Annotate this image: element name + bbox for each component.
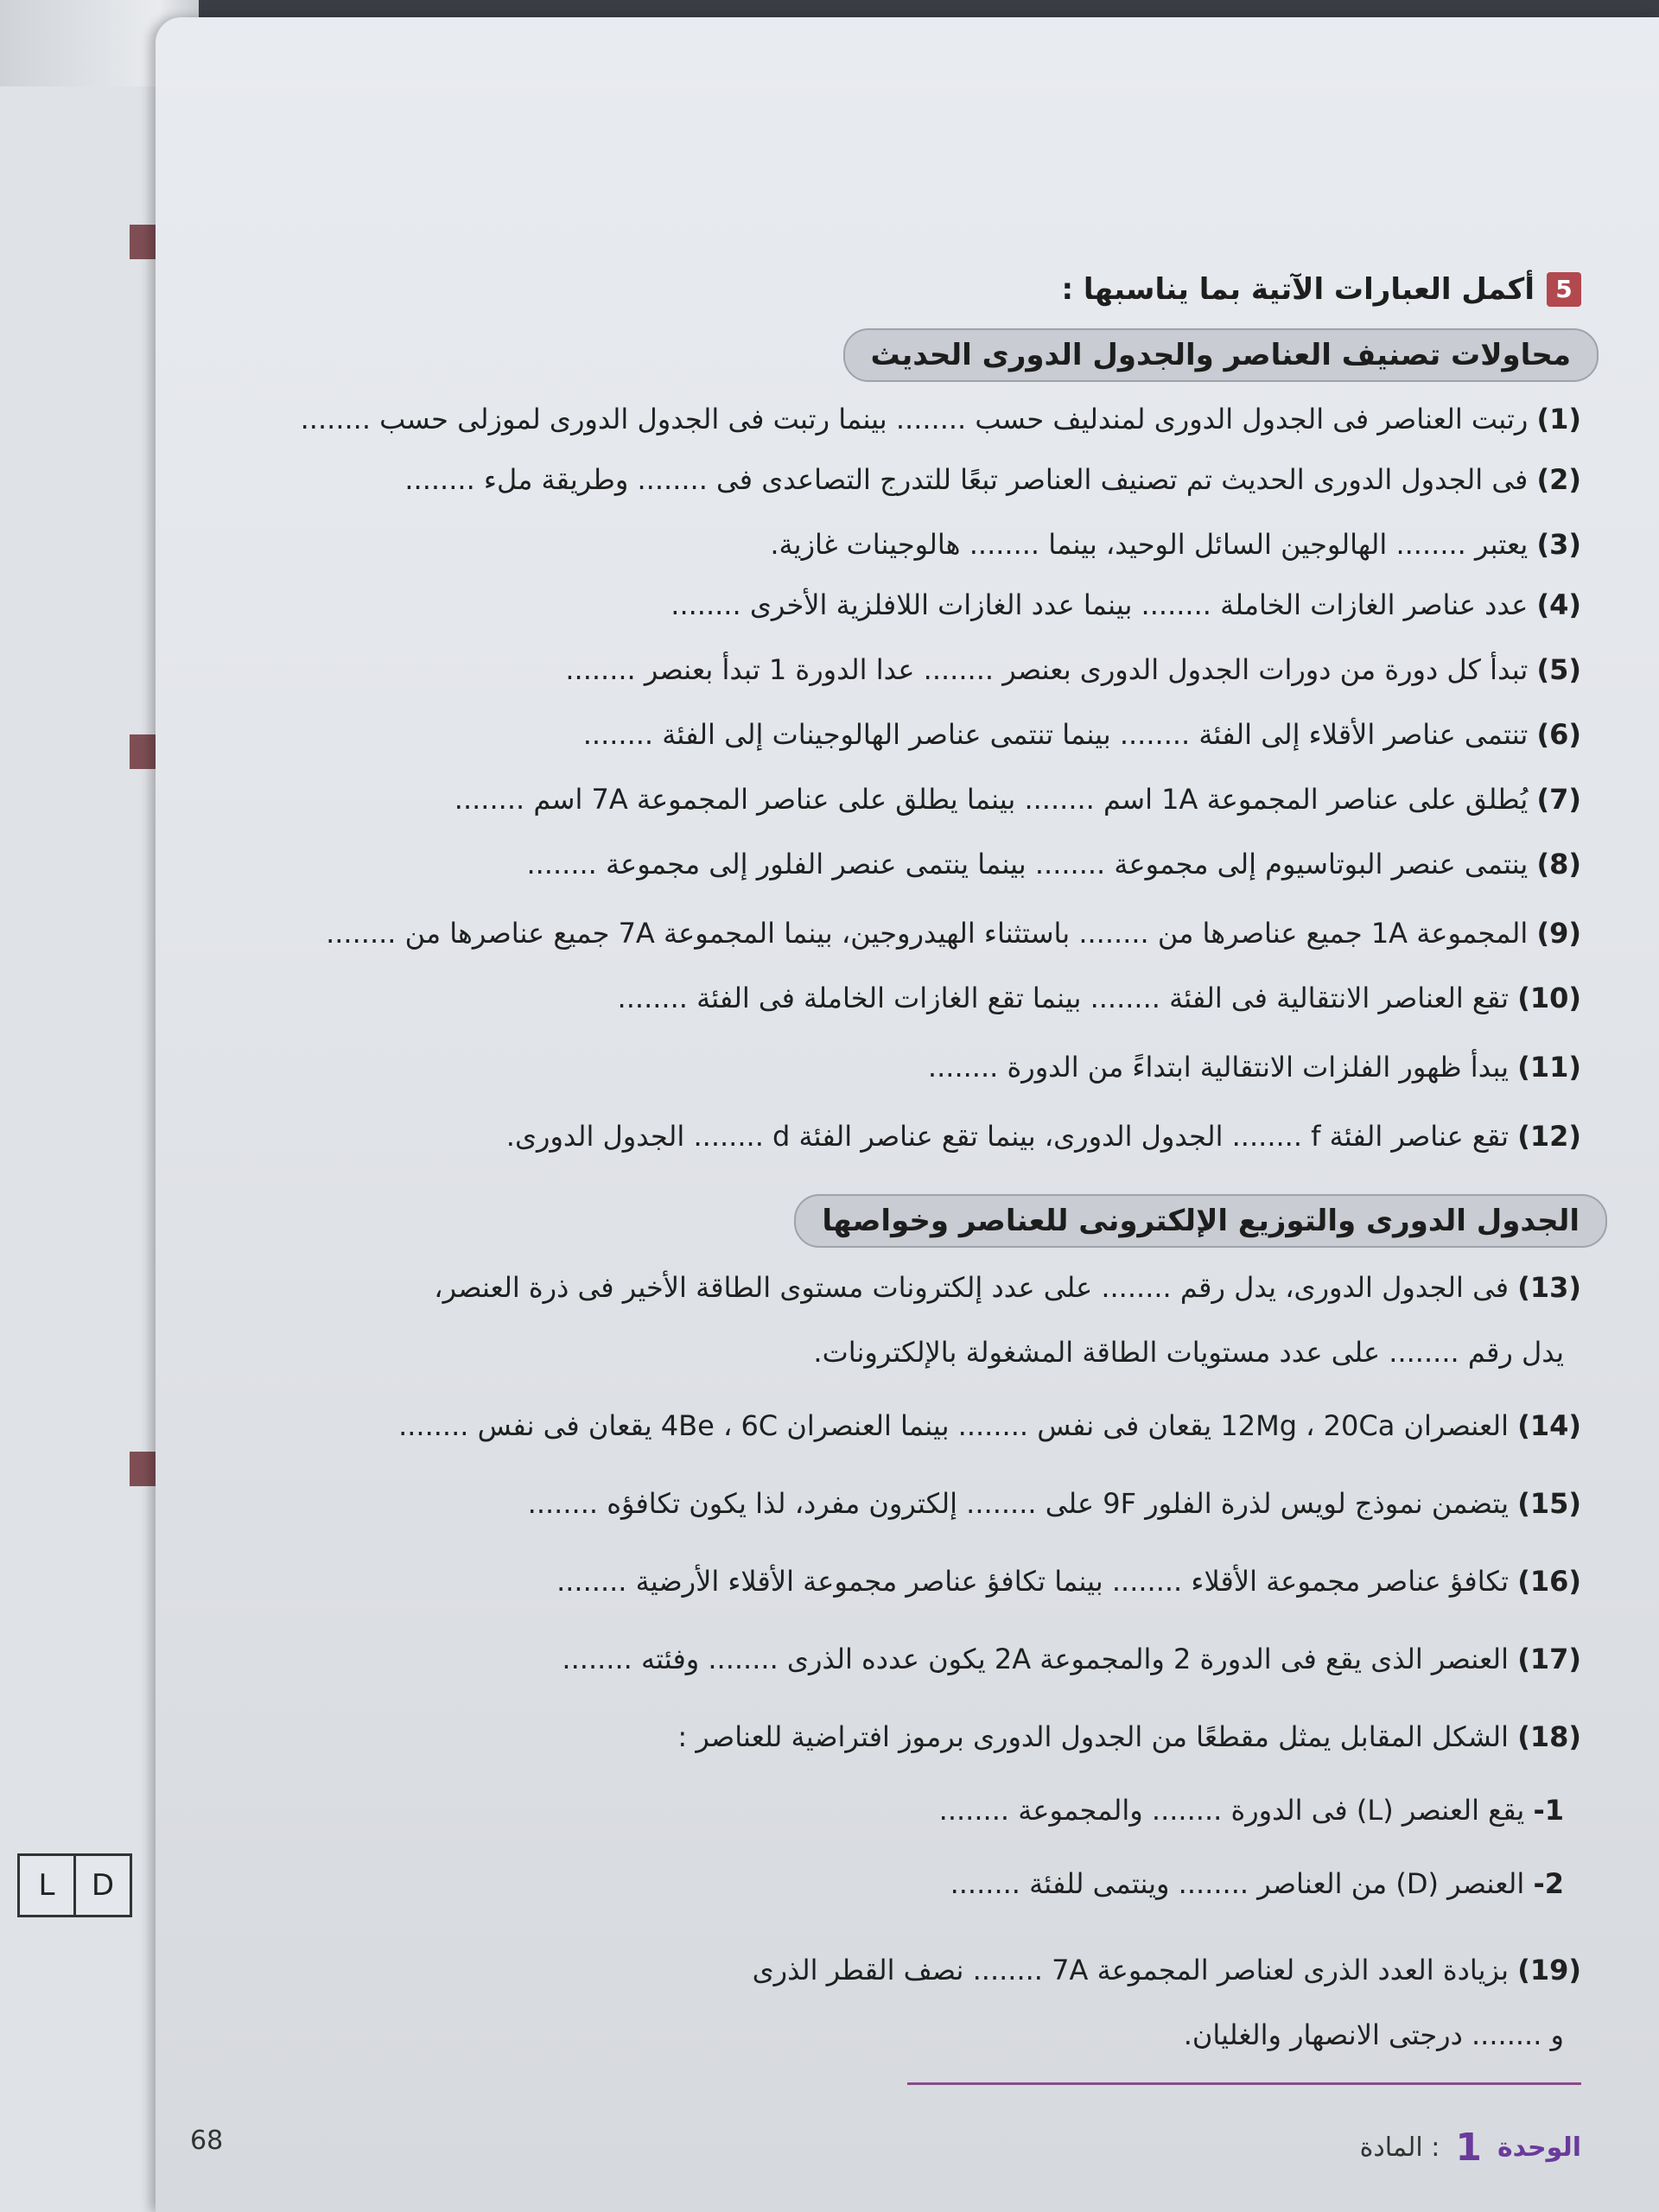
question-number: (12) [1517, 1120, 1581, 1153]
question-number: 1- [1533, 1794, 1564, 1827]
question-number: (10) [1517, 982, 1581, 1014]
element-table [17, 1853, 132, 1917]
page-number: 68 [190, 2126, 224, 2156]
question-number: (1) [1536, 403, 1581, 435]
topic-band-2: الجدول الدورى والتوزيع الإلكترونى للعناصر وخواصها [794, 1194, 1607, 1248]
question-number: (14) [1517, 1409, 1581, 1442]
question-text: يُطلق على عناصر المجموعة 1A اسم ........ بينما يطلق على عناصر المجموعة 7A اسم ........ [454, 783, 1529, 816]
question-text: الشكل المقابل يمثل مقطعًا من الجدول الدورى برموز افتراضية للعناصر : [677, 1720, 1510, 1753]
question-text: و ........ درجتى الانصهار والغليان. [1183, 2018, 1564, 2051]
question-number: 2- [1533, 1867, 1564, 1900]
unit-title: : المادة [1359, 2133, 1440, 2163]
question-19 [753, 1948, 1581, 1992]
question-number: (6) [1536, 718, 1581, 751]
unit-label: الوحدة [1497, 2133, 1581, 2163]
unit-number: 1 [1455, 2126, 1482, 2170]
question-text: العنصر (D) من العناصر ........ وينتمى للفئة ........ [950, 1867, 1525, 1900]
question-text: يتضمن نموذج لويس لذرة الفلور 9F على ........ إلكترون مفرد، لذا يكون تكافؤه ........ [527, 1487, 1510, 1520]
footer-rule [907, 2082, 1581, 2085]
question-2 [404, 458, 1581, 501]
question-number: (8) [1536, 848, 1581, 880]
page-content [156, 17, 1659, 2212]
question-text: يقع العنصر (L) فى الدورة ........ والمجموعة ........ [938, 1794, 1525, 1827]
question-13-cont [813, 1331, 1564, 1374]
table-cell-l: L [19, 1855, 75, 1916]
question-text: تنتمى عناصر الأقلاء إلى الفئة ........ بينما تنتمى عناصر الهالوجينات إلى الفئة ........ [582, 718, 1529, 751]
question-text: المجموعة 1A جميع عناصرها من ........ باستثناء الهيدروجين، بينما المجموعة 7A جميع عناصرها من ........ [326, 917, 1529, 950]
question-number: (17) [1517, 1643, 1581, 1675]
question-text: فى الجدول الدورى، يدل رقم ........ على عدد إلكترونات مستوى الطاقة الأخير فى ذرة العنصر، [434, 1271, 1510, 1304]
question-number: (16) [1517, 1565, 1581, 1598]
question-number: (11) [1517, 1051, 1581, 1084]
question-7 [454, 778, 1581, 821]
question-10 [618, 976, 1581, 1020]
question-18-part-2 [950, 1862, 1564, 1905]
question-text: تقع عناصر الفئة f ........ الجدول الدورى، بينما تقع عناصر الفئة d ........ الجدول الدورى. [505, 1120, 1510, 1153]
question-number: (3) [1536, 528, 1581, 561]
question-text: العنصر الذى يقع فى الدورة 2 والمجموعة 2A يكون عدده الذرى ........ وفئته ........ [562, 1643, 1510, 1675]
question-11 [928, 1046, 1581, 1089]
topic-band-1: محاولات تصنيف العناصر والجدول الدورى الحديث [843, 328, 1599, 382]
question-number: (13) [1517, 1271, 1581, 1304]
question-16 [556, 1560, 1581, 1603]
section-title-text: أكمل العبارات الآتية بما يناسبها : [1061, 272, 1535, 307]
document-page [156, 17, 1659, 2212]
question-number: (2) [1536, 463, 1581, 496]
question-13 [434, 1266, 1581, 1309]
question-text: فى الجدول الدورى الحديث تم تصنيف العناصر تبعًا للتدرج التصاعدى فى ........ وطريقة ملء ........ [404, 463, 1529, 496]
question-5 [565, 648, 1581, 691]
question-1 [301, 397, 1581, 441]
question-text: بزيادة العدد الذرى لعناصر المجموعة 7A ........ نصف القطر الذرى [752, 1954, 1510, 1986]
question-text: يعتبر ........ الهالوجين السائل الوحيد، بينما ........ هالوجينات غازية. [770, 528, 1529, 561]
question-3 [770, 523, 1581, 566]
unit-footer [1360, 2126, 1581, 2170]
question-17 [562, 1637, 1581, 1681]
question-number: (7) [1536, 783, 1581, 816]
question-text: ينتمى عنصر البوتاسيوم إلى مجموعة ........ بينما ينتمى عنصر الفلور إلى مجموعة ........ [526, 848, 1529, 880]
question-6 [583, 713, 1581, 756]
question-text: يبدأ ظهور الفلزات الانتقالية ابتداءً من الدورة ........ [927, 1051, 1510, 1084]
question-19-cont [1184, 2013, 1564, 2056]
question-4 [671, 583, 1581, 626]
question-8 [526, 842, 1581, 886]
question-text: تقع العناصر الانتقالية فى الفئة ........ بينما تقع الغازات الخاملة فى الفئة ........ [617, 982, 1510, 1014]
question-15 [528, 1482, 1581, 1525]
question-text: تكافؤ عناصر مجموعة الأقلاء ........ بينما تكافؤ عناصر مجموعة الأقلاء الأرضية ........ [556, 1565, 1510, 1598]
question-18 [677, 1715, 1581, 1758]
question-number: (5) [1536, 653, 1581, 686]
question-12 [506, 1115, 1581, 1158]
question-number: (9) [1536, 917, 1581, 950]
question-text: تبدأ كل دورة من دورات الجدول الدورى بعنصر ........ عدا الدورة 1 تبدأ بعنصر ........ [565, 653, 1529, 686]
question-14 [398, 1404, 1581, 1447]
question-text: عدد عناصر الغازات الخاملة ........ بينما عدد الغازات اللافلزية الأخرى ........ [671, 588, 1529, 621]
section-number: 5 [1547, 272, 1581, 307]
question-text: يدل رقم ........ على عدد مستويات الطاقة المشغولة بالإلكترونات. [813, 1336, 1564, 1369]
question-text: رتبت العناصر فى الجدول الدورى لمندليف حسب ........ بينما رتبت فى الجدول الدورى لموزلى حسب ........ [300, 403, 1529, 435]
question-number: (15) [1517, 1487, 1581, 1520]
question-9 [326, 912, 1581, 955]
table-cell-d: D [75, 1855, 131, 1916]
question-text: العنصران 12Mg ، 20Ca يقعان فى نفس ........ بينما العنصران 4Be ، 6C يقعان فى نفس ........ [398, 1409, 1510, 1442]
question-18-part-1 [939, 1789, 1564, 1832]
question-number: (19) [1517, 1954, 1581, 1986]
question-number: (18) [1517, 1720, 1581, 1753]
section-title [1061, 268, 1581, 311]
question-number: (4) [1536, 588, 1581, 621]
